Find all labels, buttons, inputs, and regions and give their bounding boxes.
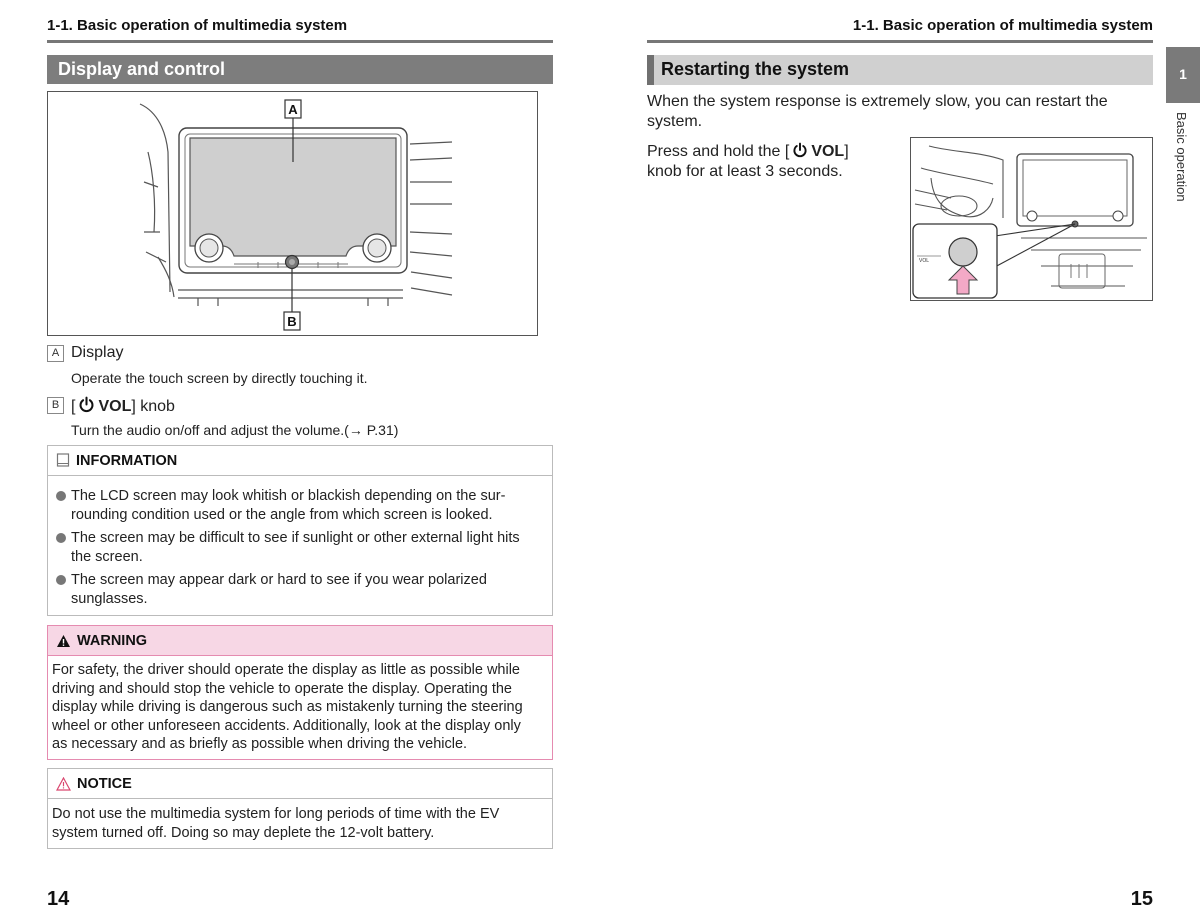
- callout-b: [47, 396, 553, 440]
- callout-letter-b: B: [47, 397, 64, 414]
- page-number: 14: [47, 888, 70, 910]
- warning-header: [48, 626, 552, 656]
- notice-triangle-icon: [56, 777, 71, 791]
- power-icon: [792, 142, 808, 158]
- running-head: 1-1. Basic operation of multimedia system: [47, 17, 348, 34]
- notice-header: [48, 769, 552, 799]
- information-box: [47, 445, 553, 616]
- callout-letter-a: A: [47, 345, 64, 362]
- dashboard-display-drawing: [48, 92, 537, 335]
- power-icon: [78, 396, 95, 413]
- callout-desc-vol-knob: Turn the audio on/off and adjust the volume.(→ P.31): [71, 422, 399, 438]
- callout-a: [47, 344, 553, 388]
- warning-title: WARNING: [77, 632, 148, 649]
- callout-title-vol-knob: [ VOL] knob: [71, 398, 175, 415]
- section-title-restarting-system: Restarting the system: [647, 55, 1153, 85]
- information-bullet: The LCD screen may look whitish or blackish depending on the sur- rounding condition used or the angle from which screen is looked.: [56, 487, 544, 524]
- book-icon: [56, 453, 70, 468]
- callout-title-display: Display: [71, 344, 124, 361]
- figure-vol-label: VOL: [919, 258, 930, 264]
- page-number: 15: [1130, 888, 1153, 910]
- display-illustration: [47, 91, 538, 336]
- information-title: INFORMATION: [76, 452, 178, 469]
- header-rule: [647, 40, 1153, 43]
- restart-illustration: [910, 137, 1153, 301]
- information-header: [48, 446, 552, 476]
- restart-knob-drawing: [911, 138, 1152, 300]
- section-title-display-and-control: Display and control: [47, 55, 553, 84]
- notice-title: NOTICE: [77, 775, 132, 792]
- running-head: 1-1. Basic operation of multimedia system: [852, 17, 1153, 34]
- figure-label-a: A: [288, 102, 298, 117]
- information-body: [48, 476, 552, 619]
- header-rule: [47, 40, 553, 43]
- notice-body: Do not use the multimedia system for long periods of time with the EV system turned off. Doing so may deplete the 12-volt battery.: [52, 806, 500, 841]
- figure-label-b: B: [287, 314, 297, 329]
- information-bullet: The screen may appear dark or hard to see if you wear polarized sunglasses.: [56, 571, 544, 608]
- chapter-tab[interactable]: 1: [1166, 47, 1200, 103]
- warning-box: [47, 625, 553, 760]
- instruction-paragraph: Press and hold the [ VOL] knob for at least 3 seconds.: [647, 143, 849, 180]
- warning-triangle-icon: [56, 634, 71, 648]
- warning-body: For safety, the driver should operate the display as little as possible while driving and should stop the vehicle to operate the display. Operating the display while driving is dangerous such as mistakenly turning the steering wheel or other unforeseen accidents. Additionally, look at the display only as necessary and as briefly as possible when driving the vehicle.: [52, 662, 523, 752]
- notice-box: [47, 768, 553, 849]
- intro-paragraph: When the system response is extremely slow, you can restart the system.: [647, 93, 1108, 130]
- callout-desc-display: Operate the touch screen by directly touching it.: [71, 370, 368, 386]
- right-page: [600, 0, 1200, 921]
- chapter-label: Basic operation: [1174, 112, 1189, 202]
- information-bullet: The screen may be difficult to see if sunlight or other external light hits the screen.: [56, 529, 544, 566]
